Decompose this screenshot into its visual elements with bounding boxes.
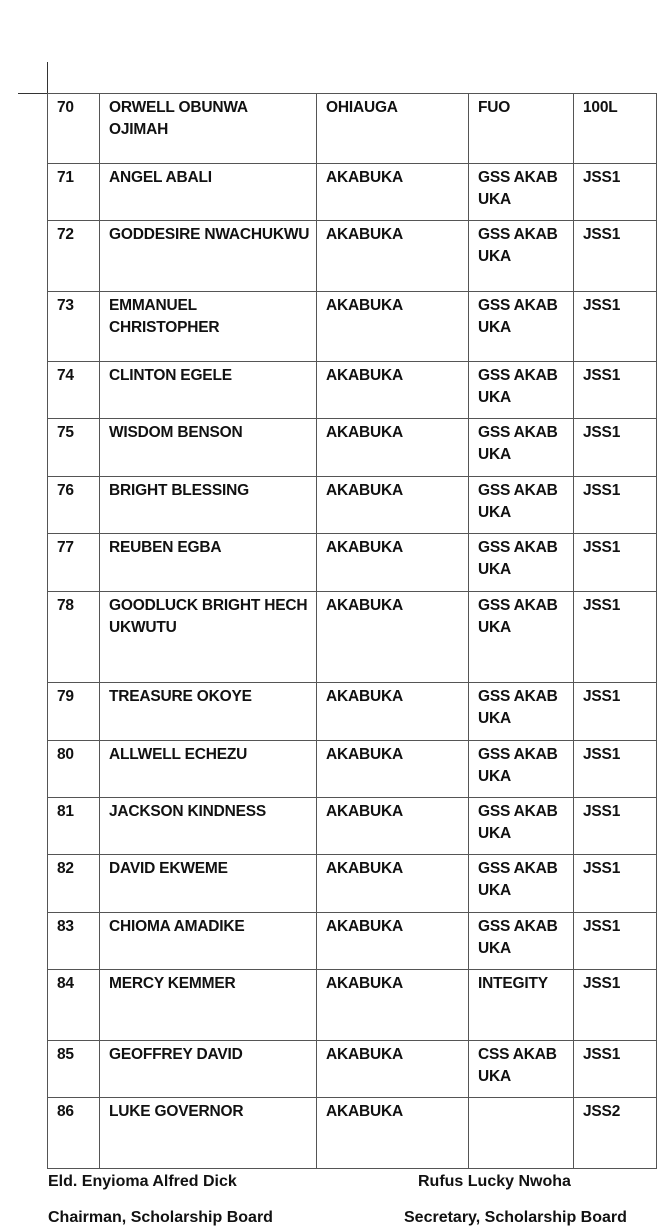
school-cell: GSS AKAB UKA bbox=[469, 913, 574, 970]
class-level-cell: JSS2 bbox=[574, 1098, 657, 1169]
hometown-cell: AKABUKA bbox=[317, 164, 469, 221]
table-row bbox=[48, 419, 657, 477]
hometown-cell: AKABUKA bbox=[317, 741, 469, 798]
hometown-cell: AKABUKA bbox=[317, 477, 469, 534]
row-number-cell: 81 bbox=[48, 798, 100, 855]
roster-body bbox=[48, 94, 657, 1169]
chairman-name: Eld. Enyioma Alfred Dick bbox=[48, 1173, 237, 1190]
table-row bbox=[48, 164, 657, 221]
hometown-cell: AKABUKA bbox=[317, 970, 469, 1041]
school-cell: GSS AKAB UKA bbox=[469, 419, 574, 477]
table-row bbox=[48, 362, 657, 419]
school-cell: GSS AKAB UKA bbox=[469, 164, 574, 221]
class-level-cell: JSS1 bbox=[574, 798, 657, 855]
table-row bbox=[48, 855, 657, 913]
table-row bbox=[48, 1098, 657, 1169]
school-cell: GSS AKAB UKA bbox=[469, 683, 574, 741]
row-number-cell: 77 bbox=[48, 534, 100, 592]
class-level-cell: JSS1 bbox=[574, 477, 657, 534]
student-name-cell: WISDOM BENSON bbox=[100, 419, 317, 477]
school-cell: GSS AKAB UKA bbox=[469, 477, 574, 534]
student-name-cell: DAVID EKWEME bbox=[100, 855, 317, 913]
school-cell: GSS AKAB UKA bbox=[469, 741, 574, 798]
row-number-cell: 70 bbox=[48, 94, 100, 164]
row-number-cell: 79 bbox=[48, 683, 100, 741]
school-cell: GSS AKAB UKA bbox=[469, 534, 574, 592]
hometown-cell: AKABUKA bbox=[317, 1041, 469, 1098]
school-cell: GSS AKAB UKA bbox=[469, 292, 574, 362]
hometown-cell: AKABUKA bbox=[317, 855, 469, 913]
row-number-cell: 72 bbox=[48, 221, 100, 292]
student-name-cell: EMMANUEL CHRISTOPHER bbox=[100, 292, 317, 362]
class-level-cell: JSS1 bbox=[574, 683, 657, 741]
class-level-cell: JSS1 bbox=[574, 221, 657, 292]
school-cell: INTEGITY bbox=[469, 970, 574, 1041]
hometown-cell: AKABUKA bbox=[317, 362, 469, 419]
student-name-cell: MERCY KEMMER bbox=[100, 970, 317, 1041]
row-number-cell: 75 bbox=[48, 419, 100, 477]
row-number-cell: 74 bbox=[48, 362, 100, 419]
student-name-cell: TREASURE OKOYE bbox=[100, 683, 317, 741]
hometown-cell: AKABUKA bbox=[317, 683, 469, 741]
chairman-title: Chairman, Scholarship Board bbox=[48, 1209, 273, 1226]
hometown-cell: AKABUKA bbox=[317, 798, 469, 855]
class-level-cell: JSS1 bbox=[574, 419, 657, 477]
class-level-cell: JSS1 bbox=[574, 741, 657, 798]
school-cell: GSS AKAB UKA bbox=[469, 855, 574, 913]
table-row bbox=[48, 592, 657, 683]
school-cell: GSS AKAB UKA bbox=[469, 592, 574, 683]
class-level-cell: JSS1 bbox=[574, 362, 657, 419]
table-row bbox=[48, 798, 657, 855]
secretary-name: Rufus Lucky Nwoha bbox=[418, 1173, 571, 1190]
table-row bbox=[48, 683, 657, 741]
school-cell: CSS AKAB UKA bbox=[469, 1041, 574, 1098]
student-name-cell: CLINTON EGELE bbox=[100, 362, 317, 419]
hometown-cell: AKABUKA bbox=[317, 913, 469, 970]
school-cell: GSS AKAB UKA bbox=[469, 798, 574, 855]
student-name-cell: GODDESIRE NWACHUKWU bbox=[100, 221, 317, 292]
school-cell: FUO bbox=[469, 94, 574, 164]
school-cell bbox=[469, 1098, 574, 1169]
student-name-cell: GOODLUCK BRIGHT HECH UKWUTU bbox=[100, 592, 317, 683]
row-number-cell: 83 bbox=[48, 913, 100, 970]
crop-mark-horizontal bbox=[18, 93, 48, 94]
student-name-cell: ALLWELL ECHEZU bbox=[100, 741, 317, 798]
class-level-cell: JSS1 bbox=[574, 855, 657, 913]
school-cell: GSS AKAB UKA bbox=[469, 221, 574, 292]
row-number-cell: 71 bbox=[48, 164, 100, 221]
table-row bbox=[48, 1041, 657, 1098]
class-level-cell: JSS1 bbox=[574, 970, 657, 1041]
row-number-cell: 76 bbox=[48, 477, 100, 534]
hometown-cell: AKABUKA bbox=[317, 221, 469, 292]
row-number-cell: 78 bbox=[48, 592, 100, 683]
class-level-cell: JSS1 bbox=[574, 1041, 657, 1098]
student-name-cell: REUBEN EGBA bbox=[100, 534, 317, 592]
hometown-cell: AKABUKA bbox=[317, 592, 469, 683]
hometown-cell: AKABUKA bbox=[317, 292, 469, 362]
table-row bbox=[48, 913, 657, 970]
row-number-cell: 85 bbox=[48, 1041, 100, 1098]
hometown-cell: AKABUKA bbox=[317, 534, 469, 592]
class-level-cell: JSS1 bbox=[574, 592, 657, 683]
school-cell: GSS AKAB UKA bbox=[469, 362, 574, 419]
row-number-cell: 84 bbox=[48, 970, 100, 1041]
student-name-cell: BRIGHT BLESSING bbox=[100, 477, 317, 534]
hometown-cell: AKABUKA bbox=[317, 419, 469, 477]
row-number-cell: 80 bbox=[48, 741, 100, 798]
table-row bbox=[48, 741, 657, 798]
row-number-cell: 73 bbox=[48, 292, 100, 362]
table-row bbox=[48, 221, 657, 292]
table-row bbox=[48, 94, 657, 164]
student-name-cell: CHIOMA AMADIKE bbox=[100, 913, 317, 970]
row-number-cell: 82 bbox=[48, 855, 100, 913]
secretary-title: Secretary, Scholarship Board bbox=[404, 1209, 627, 1226]
scholarship-roster-table bbox=[47, 93, 657, 1169]
hometown-cell: AKABUKA bbox=[317, 1098, 469, 1169]
class-level-cell: JSS1 bbox=[574, 292, 657, 362]
table-row bbox=[48, 970, 657, 1041]
student-name-cell: GEOFFREY DAVID bbox=[100, 1041, 317, 1098]
table-row bbox=[48, 534, 657, 592]
class-level-cell: JSS1 bbox=[574, 164, 657, 221]
student-name-cell: ANGEL ABALI bbox=[100, 164, 317, 221]
row-number-cell: 86 bbox=[48, 1098, 100, 1169]
hometown-cell: OHIAUGA bbox=[317, 94, 469, 164]
table-row bbox=[48, 292, 657, 362]
student-name-cell: JACKSON KINDNESS bbox=[100, 798, 317, 855]
class-level-cell: 100L bbox=[574, 94, 657, 164]
student-name-cell: LUKE GOVERNOR bbox=[100, 1098, 317, 1169]
student-name-cell: ORWELL OBUNWA OJIMAH bbox=[100, 94, 317, 164]
crop-mark-vertical bbox=[47, 62, 48, 94]
class-level-cell: JSS1 bbox=[574, 534, 657, 592]
table-row bbox=[48, 477, 657, 534]
class-level-cell: JSS1 bbox=[574, 913, 657, 970]
